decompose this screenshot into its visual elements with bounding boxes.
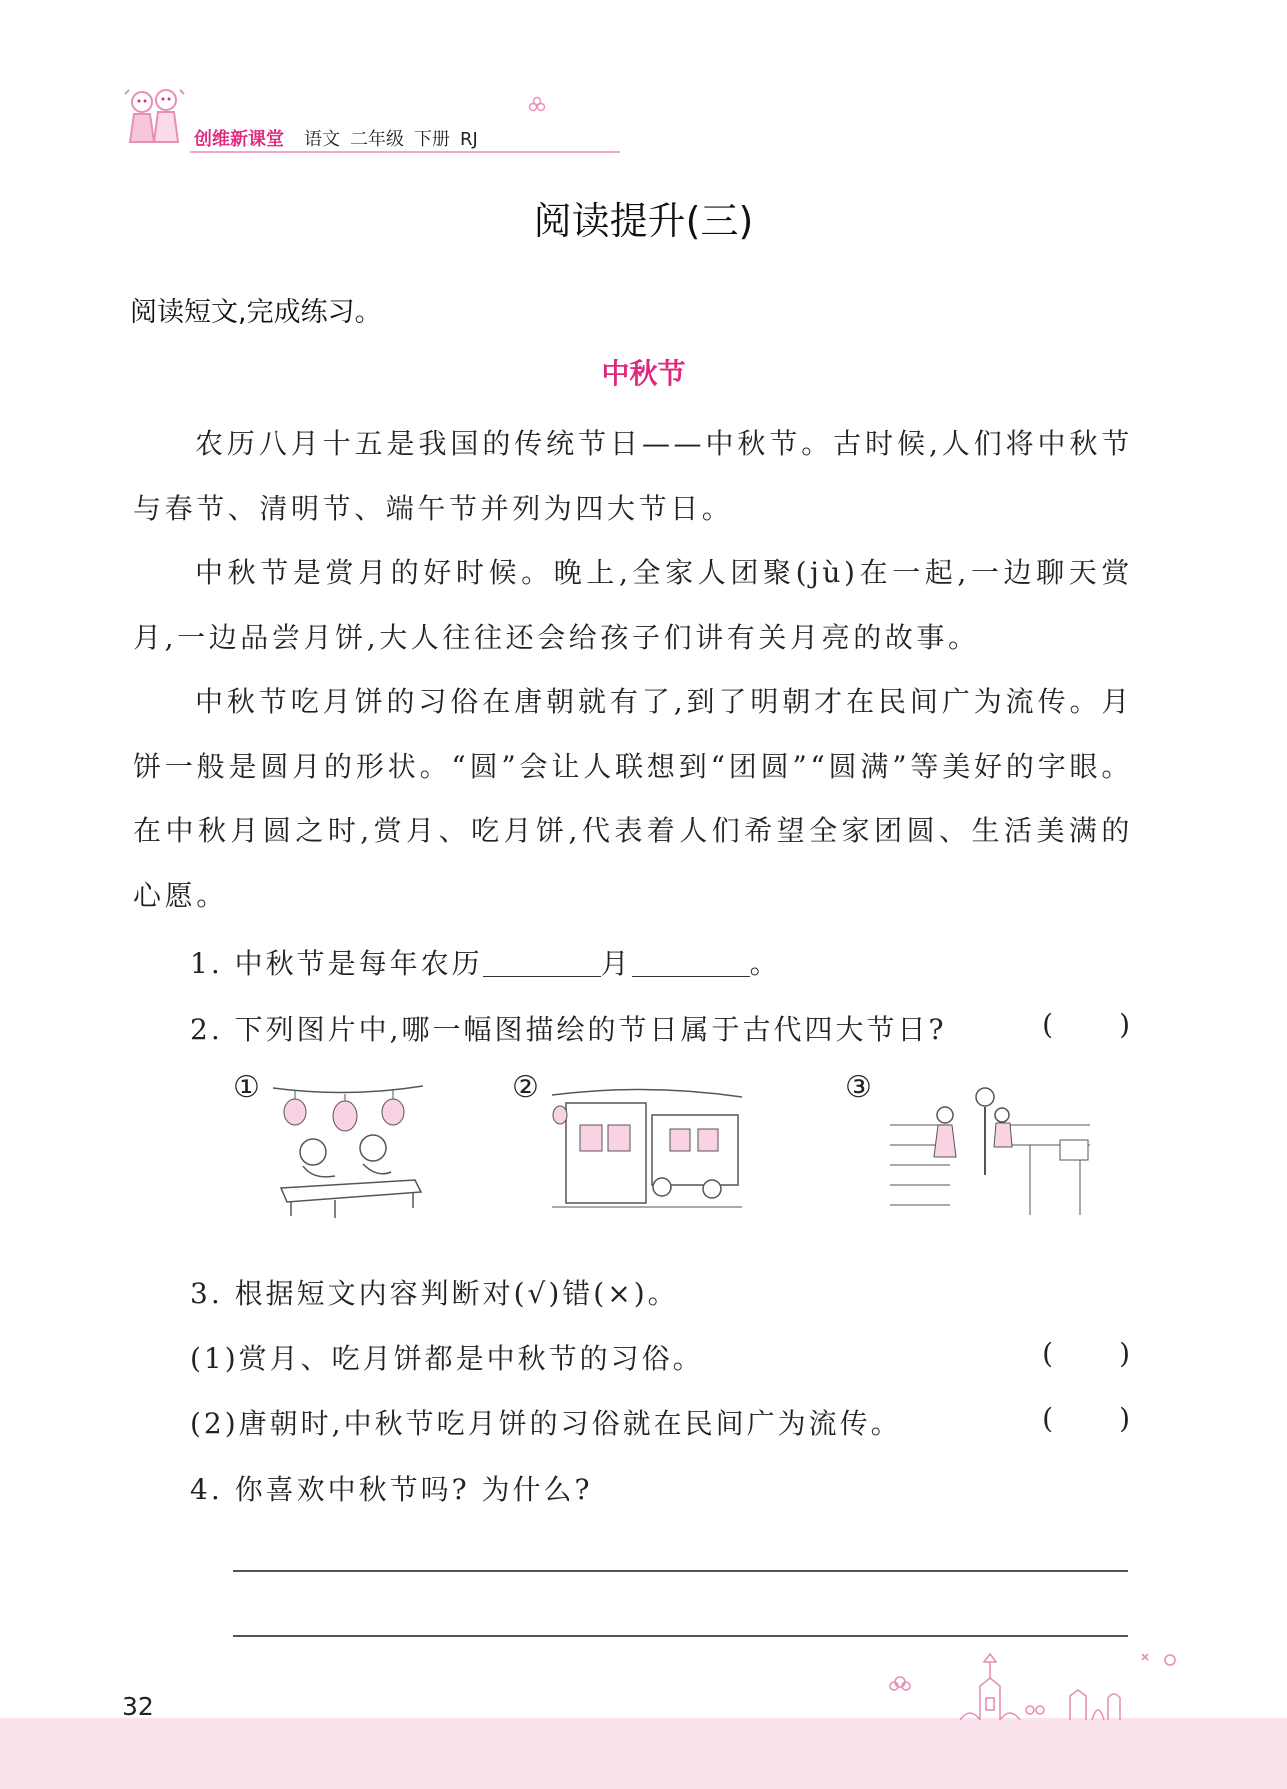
brand-name: 创维新课堂 bbox=[194, 129, 284, 150]
question-4: 4. 你喜欢中秋节吗? 为什么? bbox=[190, 1473, 593, 1506]
book-info bbox=[304, 125, 488, 151]
question-1-middle: 月 bbox=[600, 947, 632, 980]
question-3-item-1-text: (1)赏月、吃月饼都是中秋节的习俗。 bbox=[190, 1342, 704, 1375]
question-3-item-2 bbox=[190, 1402, 1130, 1442]
figure-1-label: ① bbox=[233, 1070, 260, 1105]
page-title: 阅读提升(三) bbox=[533, 199, 754, 243]
climbing-stairs-icon bbox=[890, 1085, 1090, 1220]
spring-festival-gate-icon bbox=[552, 1085, 742, 1220]
header-divider bbox=[190, 151, 620, 153]
flower-icon bbox=[528, 96, 546, 114]
passage-paragraph: 农历八月十五是我国的传统节日——中秋节。古时候,人们将中秋节与春节、清明节、端午节并列为四大节日。 bbox=[133, 427, 1133, 525]
answer-line[interactable] bbox=[233, 1570, 1128, 1572]
instruction-text: 阅读短文,完成练习。 bbox=[130, 297, 382, 328]
answer-paren[interactable]: ( ) bbox=[1042, 1337, 1130, 1370]
answer-paren[interactable]: ( ) bbox=[1042, 1008, 1130, 1041]
figure-3[interactable] bbox=[845, 1070, 1095, 1220]
grade-label: 二年级 bbox=[350, 129, 404, 150]
subject-label: 语文 bbox=[304, 129, 340, 150]
day-blank[interactable] bbox=[632, 948, 750, 977]
figure-2[interactable] bbox=[512, 1070, 742, 1220]
mid-autumn-family-icon bbox=[273, 1080, 423, 1220]
question-3-item-2-text: (2)唐朝时,中秋节吃月饼的习俗就在民间广为流传。 bbox=[190, 1407, 902, 1440]
answer-paren[interactable]: ( ) bbox=[1042, 1402, 1130, 1435]
question-2-text: 2. 下列图片中,哪一幅图描绘的节日属于古代四大节日? bbox=[190, 1013, 947, 1046]
question-1 bbox=[190, 942, 781, 982]
footer-band bbox=[0, 1718, 1287, 1789]
figure-3-label: ③ bbox=[845, 1070, 872, 1105]
passage-paragraph: 中秋节吃月饼的习俗在唐朝就有了,到了明朝才在民间广为流传。月饼一般是圆月的形状。“圆”会让人联想到“团圆”“圆满”等美好的字眼。在中秋月圆之时,赏月、吃月饼,代表着人们希望全家团圆、生活美满的心愿。 bbox=[133, 685, 1133, 912]
story-title: 中秋节 bbox=[601, 357, 686, 390]
question-3-item-1 bbox=[190, 1337, 1130, 1377]
question-2 bbox=[190, 1008, 1130, 1048]
page-number: 32 bbox=[122, 1692, 154, 1721]
castle-decoration-icon bbox=[880, 1640, 1180, 1720]
answer-line[interactable] bbox=[233, 1635, 1128, 1637]
volume-label: 下册 bbox=[414, 129, 450, 150]
mascot-children-icon bbox=[120, 84, 190, 154]
reading-passage bbox=[133, 412, 1133, 928]
figure-2-label: ② bbox=[512, 1070, 539, 1105]
passage-paragraph: 中秋节是赏月的好时候。晚上,全家人团聚(jù)在一起,一边聊天赏月,一边品尝月饼,大人往往还会给孩子们讲有关月亮的故事。 bbox=[133, 556, 1133, 654]
figure-1[interactable] bbox=[233, 1070, 423, 1220]
question-1-prefix: 1. 中秋节是每年农历 bbox=[190, 947, 483, 980]
edition-label: RJ bbox=[460, 129, 478, 150]
question-1-suffix: 。 bbox=[749, 947, 781, 980]
page-header bbox=[120, 84, 640, 156]
month-blank[interactable] bbox=[483, 948, 601, 977]
question-3: 3. 根据短文内容判断对(√)错(×)。 bbox=[190, 1277, 679, 1310]
